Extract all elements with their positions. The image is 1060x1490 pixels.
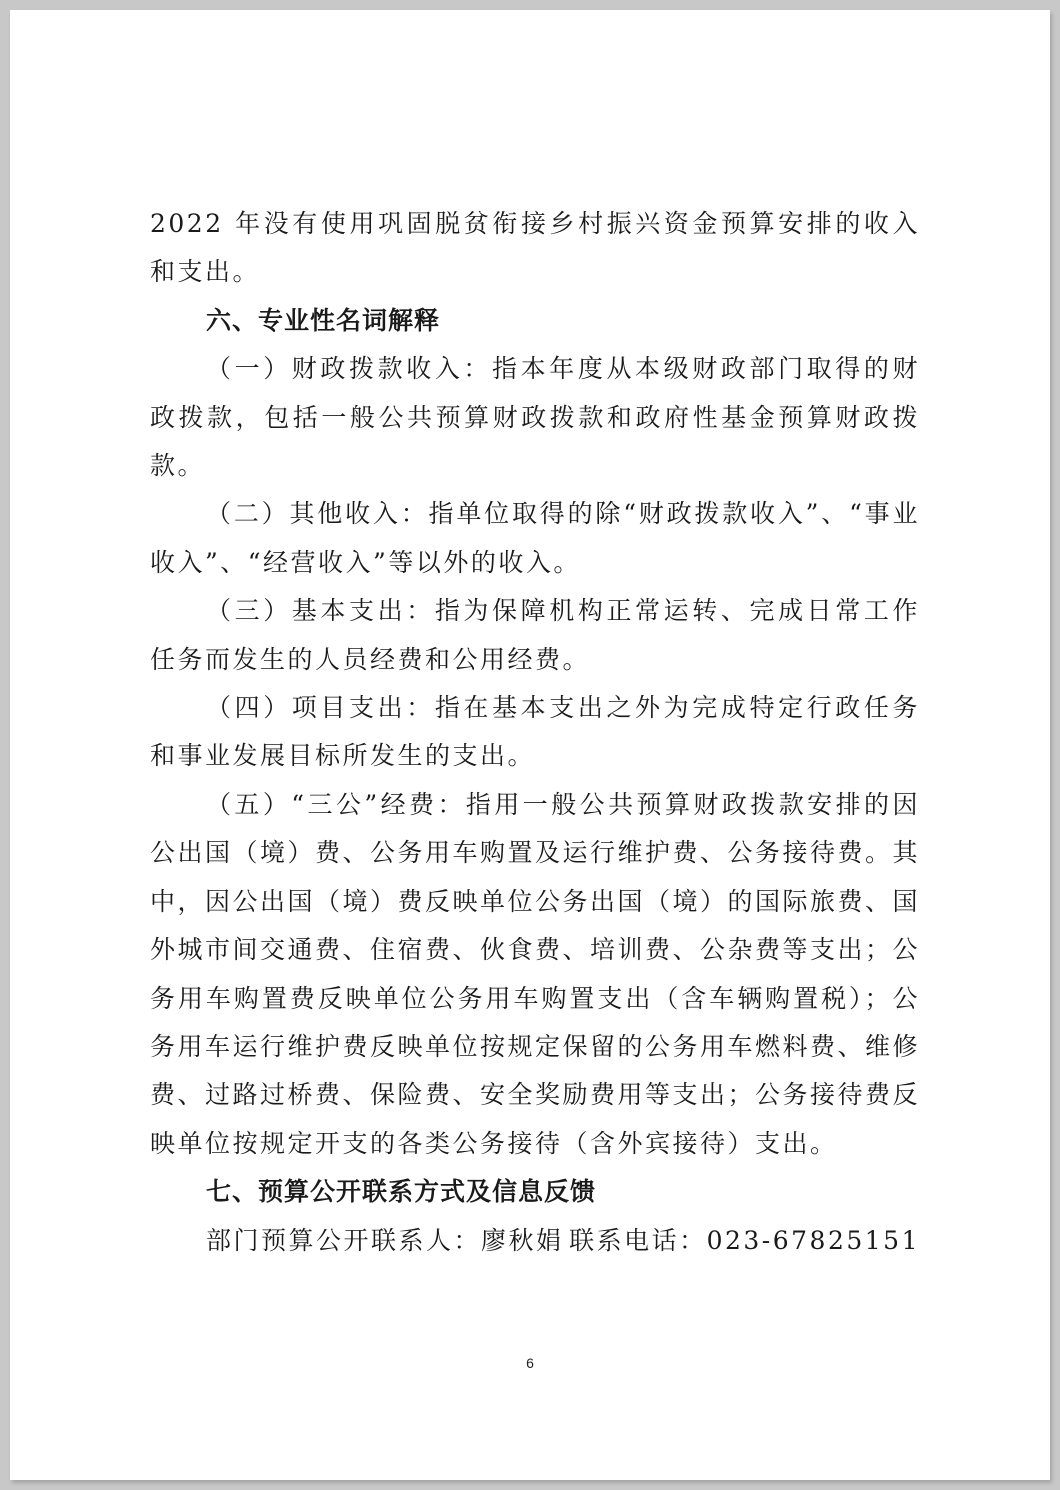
page-number: 6: [526, 1355, 534, 1371]
term-other-income: （二）其他收入：指单位取得的除“财政拨款收入”、“事业收入”、“经营收入”等以外的收入。: [150, 499, 920, 577]
contact-phone: 联系电话：023-67825151: [569, 1225, 920, 1255]
contact-info-row: [150, 1217, 920, 1265]
section-heading-terms: 六、专业性名词解释: [206, 305, 441, 335]
contact-person: 部门预算公开联系人：廖秋娟: [206, 1225, 564, 1255]
section-heading-contact: 七、预算公开联系方式及信息反馈: [206, 1177, 597, 1207]
term-basic-expenditure: （三）基本支出：指为保障机构正常运转、完成日常工作任务而发生的人员经费和公用经费。: [150, 596, 920, 674]
intro-paragraph: 2022 年没有使用巩固脱贫衔接乡村振兴资金预算安排的收入和支出。: [150, 209, 920, 287]
document-page: [10, 10, 1050, 1480]
term-fiscal-appropriation: （一）财政拨款收入：指本年度从本级财政部门取得的财政拨款，包括一般公共预算财政拨款和政府性基金预算财政拨款。: [150, 354, 920, 481]
term-three-public-expenses: （五）“三公”经费：指用一般公共预算财政拨款安排的因公出国（境）费、公务用车购置及运行维护费、公务接待费。其中，因公出国（境）费反映单位公务出国（境）的国际旅费、国外城市间交通费、住宿费、伙食费、培训费、公杂费等支出；公务用车购置费反映单位公务用车购置支出（含车辆购置税）；公务用车运行维护费反映单位按规定保留的公务用车燃料费、维修费、过路过桥费、保险费、安全奖励费用等支出；公务接待费反映单位按规定开支的各类公务接待（含外宾接待）支出。: [150, 789, 921, 1158]
term-project-expenditure: （四）项目支出：指在基本支出之外为完成特定行政任务和事业发展目标所发生的支出。: [150, 693, 920, 771]
document-body: [150, 200, 920, 1265]
